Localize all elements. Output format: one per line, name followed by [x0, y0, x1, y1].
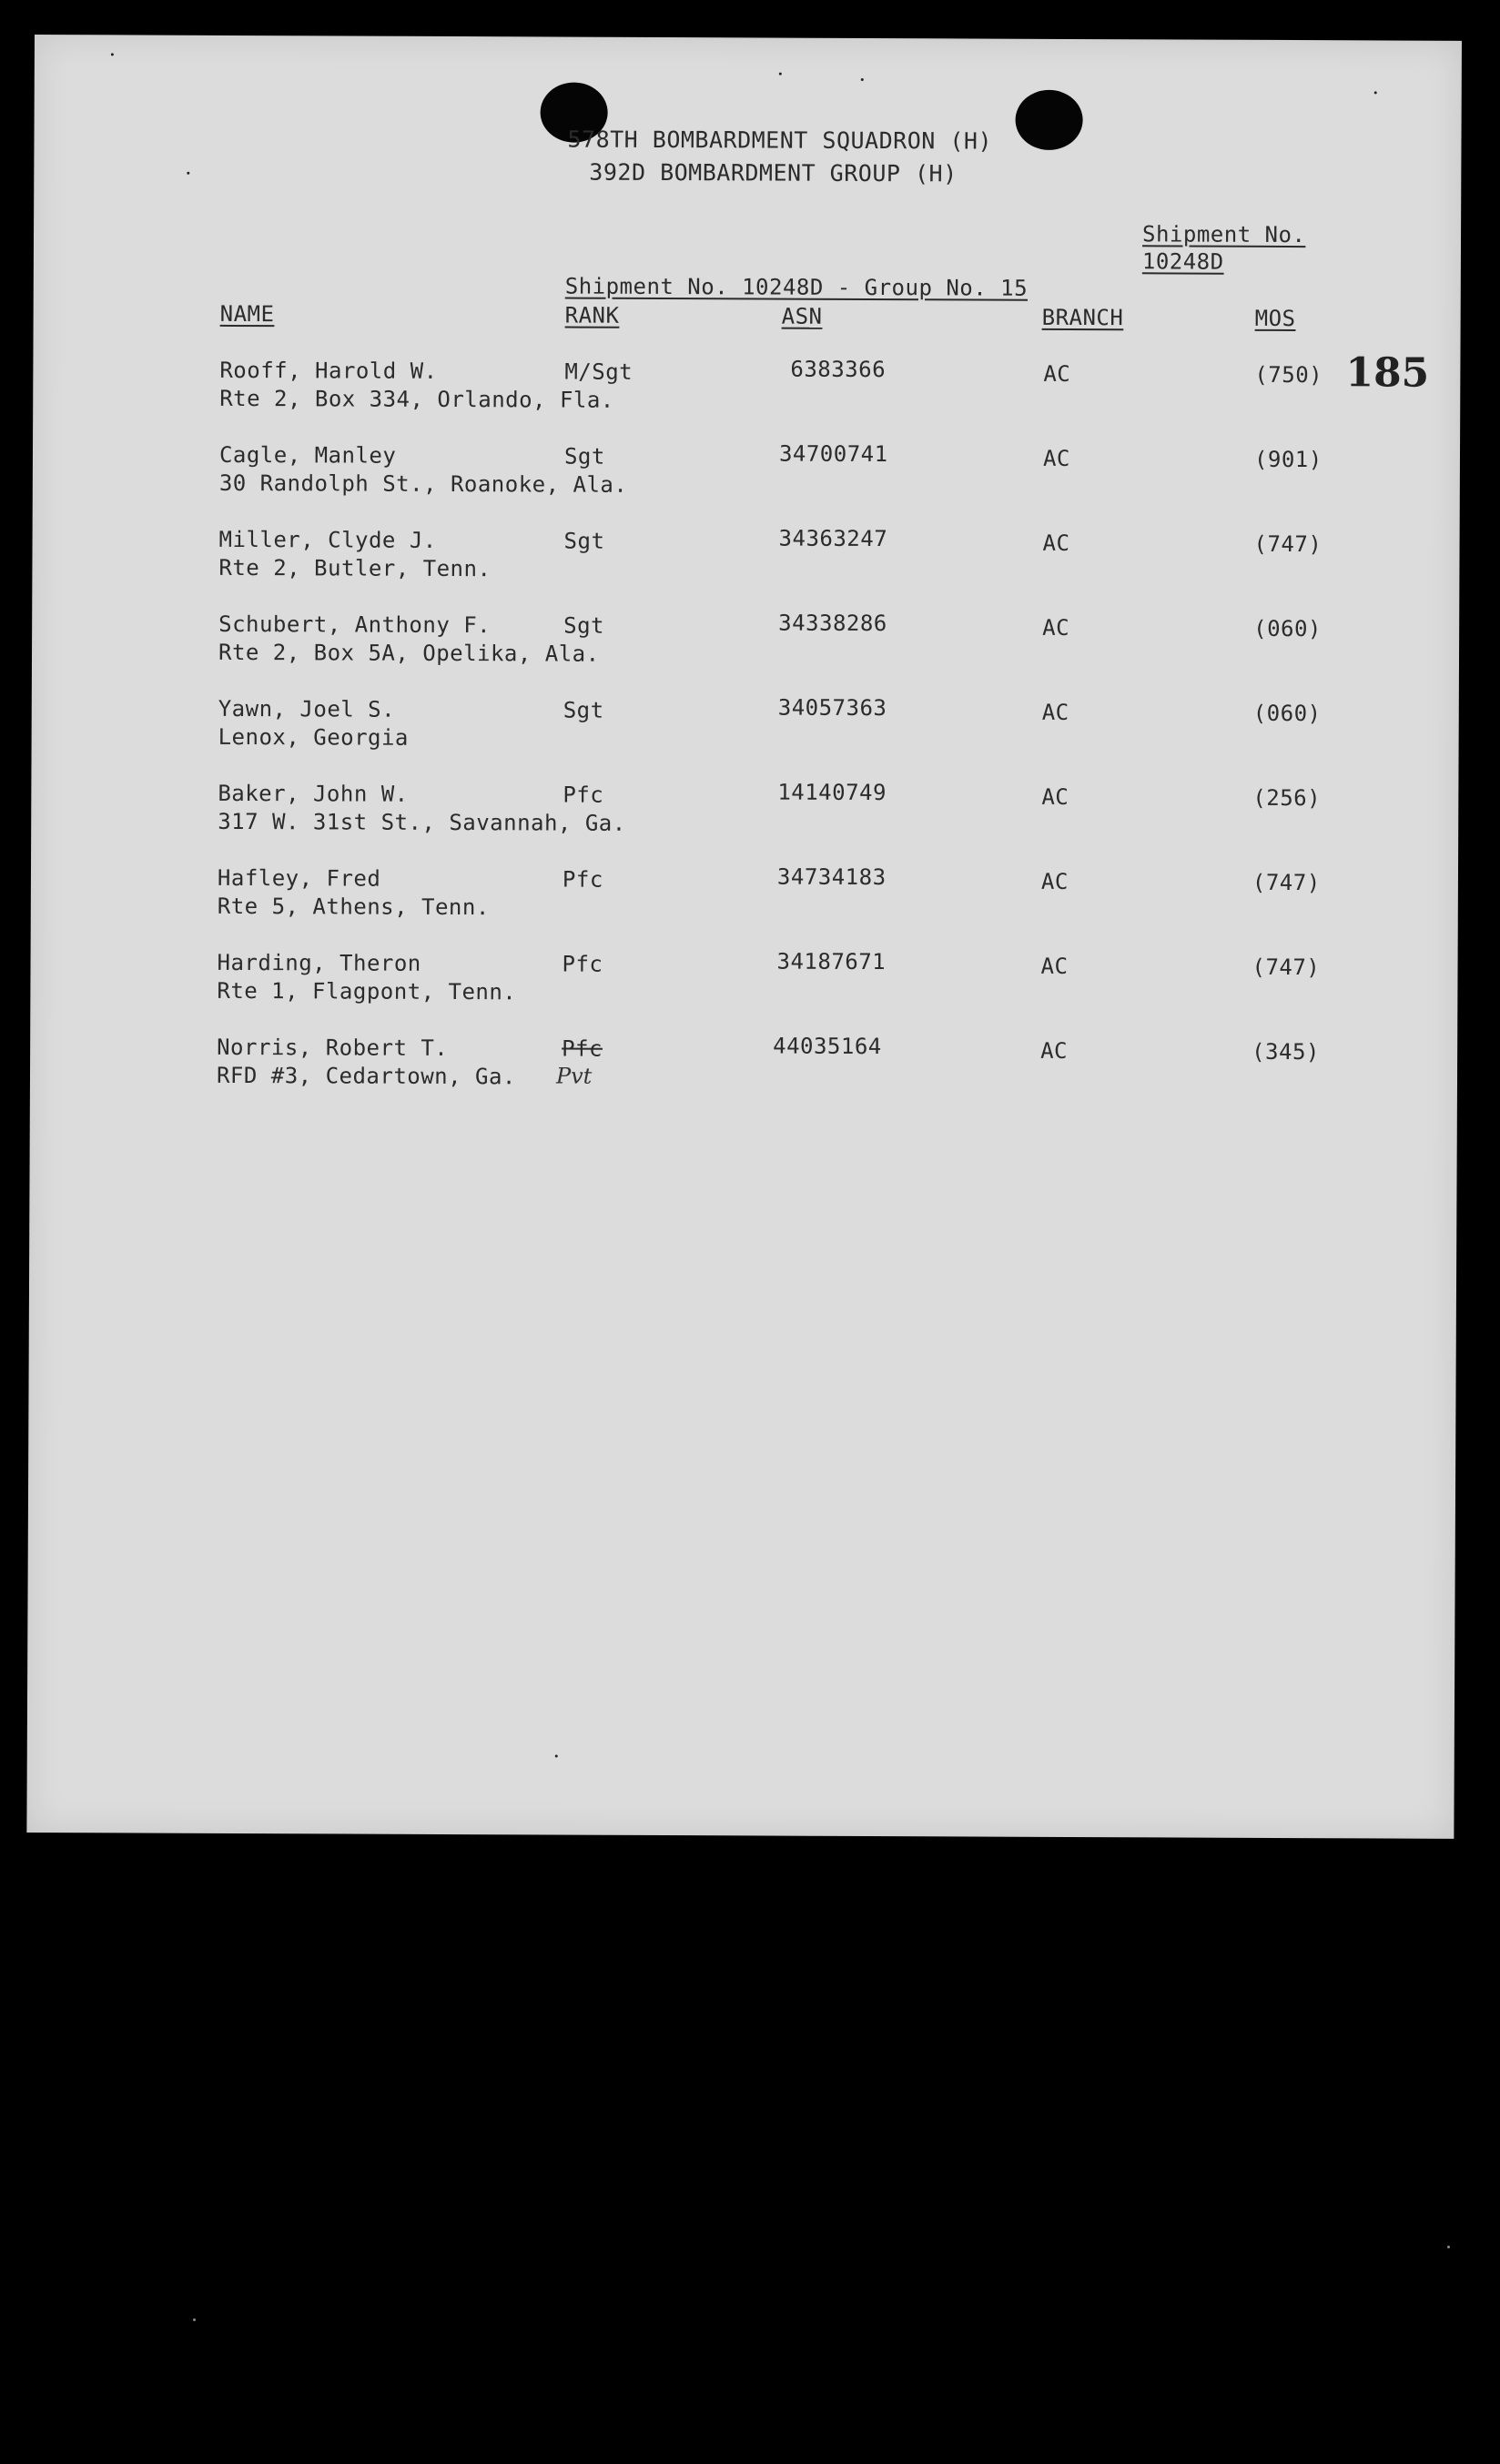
- col-header-mos: MOS: [1254, 305, 1296, 332]
- cell-address: 30 Randolph St., Roanoke, Ala.: [218, 470, 628, 498]
- cell-mos: (747): [1252, 954, 1321, 981]
- cell-address: Rte 5, Athens, Tenn.: [217, 893, 490, 921]
- dust-speck: [1374, 91, 1377, 94]
- punch-hole-right: [1015, 90, 1082, 150]
- cell-name: Hafley, Fred: [217, 864, 381, 892]
- cell-branch: AC: [1040, 868, 1069, 894]
- dust-speck: [555, 1755, 558, 1758]
- col-header-branch: BRANCH: [1041, 304, 1124, 331]
- shipment-group-line: Shipment No. 10248D - Group No. 15: [564, 273, 1029, 301]
- cell-branch: AC: [1042, 530, 1070, 556]
- cell-asn: 34700741: [778, 440, 888, 468]
- cell-mos: (901): [1253, 446, 1323, 473]
- dust-speck: [1447, 2246, 1450, 2248]
- cell-asn: 34363247: [778, 525, 888, 552]
- cell-branch: AC: [1040, 1037, 1069, 1064]
- shipment-corner-label: Shipment No.: [1141, 221, 1306, 248]
- cell-name: Harding, Theron: [217, 949, 421, 976]
- cell-address: Rte 2, Box 334, Orlando, Fla.: [219, 385, 614, 413]
- dust-speck: [779, 73, 782, 76]
- cell-mos: (060): [1253, 615, 1322, 642]
- cell-address: Rte 1, Flagpont, Tenn.: [217, 977, 517, 1005]
- cell-name: Norris, Robert T.: [217, 1034, 449, 1061]
- cell-address: Rte 2, Box 5A, Opelika, Ala.: [218, 639, 600, 667]
- cell-mos: (345): [1252, 1038, 1320, 1065]
- handwritten-rank-correction: Pvt: [555, 1063, 593, 1089]
- page-number: 185: [1345, 349, 1430, 397]
- cell-branch: AC: [1043, 360, 1071, 387]
- cell-address: 317 W. 31st St., Savannah, Ga.: [218, 808, 626, 836]
- cell-address: Lenox, Georgia: [218, 723, 409, 751]
- col-header-rank: RANK: [564, 302, 620, 328]
- cell-name: Rooff, Harold W.: [219, 357, 438, 384]
- cell-asn: 34734183: [776, 863, 887, 891]
- cell-branch: AC: [1040, 953, 1069, 979]
- cell-asn: 14140749: [777, 779, 887, 806]
- cell-rank: Pfc: [562, 866, 603, 893]
- cell-rank: M/Sgt: [564, 358, 633, 385]
- cell-rank: Pfc: [562, 951, 603, 977]
- cell-asn: 34057363: [777, 694, 887, 722]
- cell-mos: (060): [1252, 700, 1322, 727]
- cell-asn: 34338286: [778, 610, 887, 637]
- cell-address: Rte 2, Butler, Tenn.: [218, 554, 492, 582]
- cell-name: Miller, Clyde J.: [218, 526, 437, 553]
- cell-mos: (747): [1252, 869, 1321, 896]
- dust-speck: [111, 53, 114, 56]
- cell-rank: Pfc: [562, 782, 604, 808]
- cell-name: Baker, John W.: [218, 780, 409, 807]
- cell-mos: (747): [1253, 530, 1323, 558]
- cell-branch: AC: [1041, 783, 1069, 810]
- document-page: [26, 35, 1462, 1839]
- cell-mos: (256): [1252, 784, 1322, 812]
- dust-speck: [193, 2318, 196, 2321]
- cell-name: Schubert, Anthony F.: [218, 611, 492, 639]
- cell-asn: 6383366: [790, 356, 887, 383]
- cell-branch: AC: [1042, 445, 1070, 471]
- cell-asn: 44035164: [773, 1033, 882, 1060]
- cell-name: Cagle, Manley: [218, 441, 397, 469]
- cell-rank: Sgt: [562, 697, 604, 723]
- shipment-corner-number: 10248D: [1141, 248, 1224, 275]
- cell-rank: Sgt: [563, 528, 605, 554]
- cell-rank: Sgt: [563, 612, 605, 639]
- cell-branch: AC: [1042, 614, 1070, 641]
- col-header-name: NAME: [219, 300, 275, 328]
- cell-mos: (750): [1254, 361, 1323, 389]
- cell-name: Yawn, Joel S.: [218, 695, 396, 722]
- cell-branch: AC: [1041, 699, 1069, 725]
- group-heading: 392D BOMBARDMENT GROUP (H): [589, 158, 958, 187]
- dust-speck: [861, 78, 864, 81]
- cell-address: RFD #3, Cedartown, Ga.: [216, 1062, 516, 1090]
- col-header-asn: ASN: [781, 303, 823, 329]
- cell-rank: Pfc: [562, 1035, 603, 1062]
- cell-rank: Sgt: [563, 443, 605, 470]
- dust-speck: [187, 172, 189, 175]
- cell-asn: 34187671: [776, 948, 887, 975]
- squadron-heading: 578TH BOMBARDMENT SQUADRON (H): [567, 126, 993, 155]
